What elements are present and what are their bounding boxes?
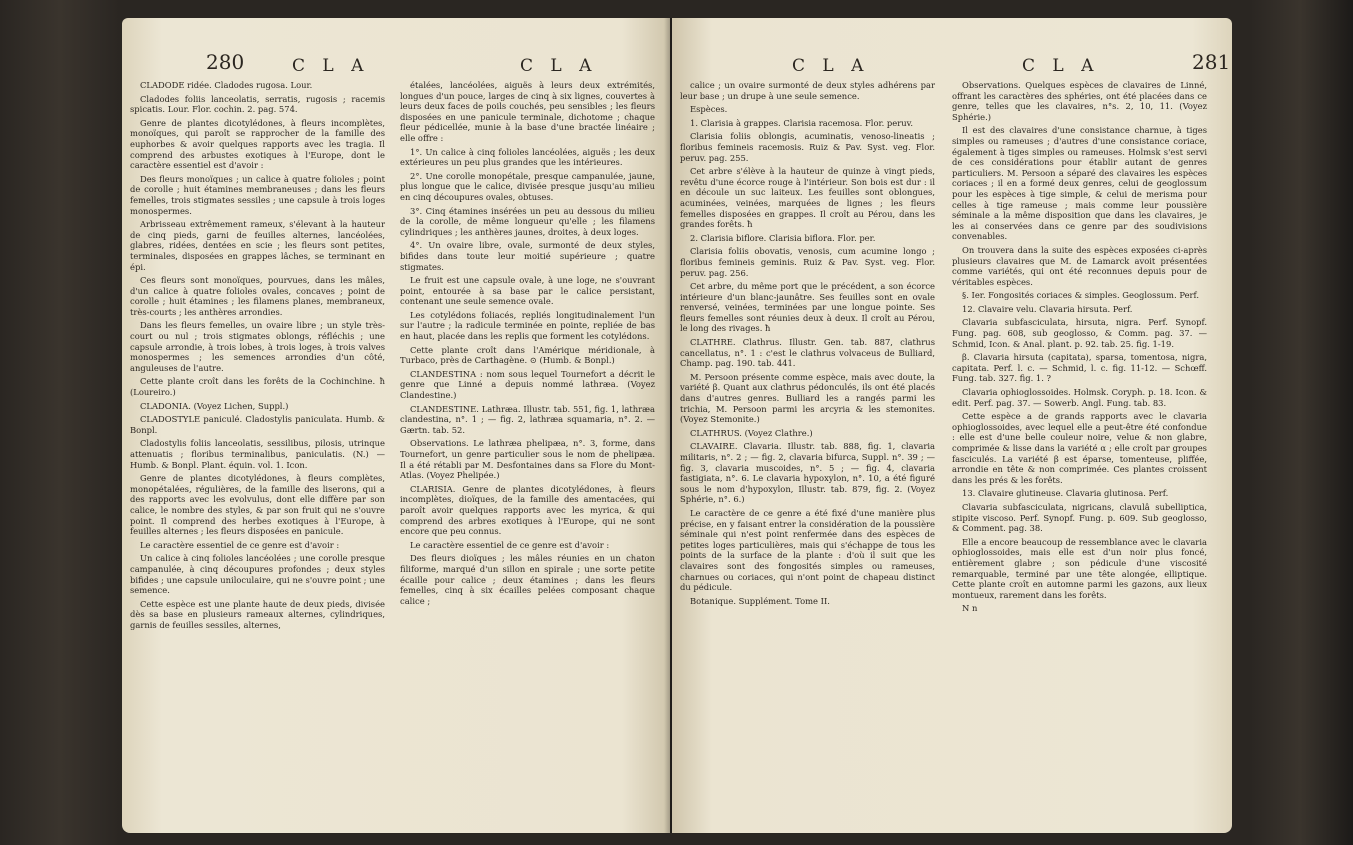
paragraph: Arbrisseau extrêmement rameux, s'élevant à la hauteur de cinq pieds, garni de feuilles alternes, lancéolées, glabres, ridées, dentées en scie ; les fleurs sont petites, terminales, disposées en grappes lâches, se terminant en épi. (130, 219, 385, 272)
paragraph: Botanique. Supplément. Tome II. (690, 595, 830, 606)
paragraph: 2°. Une corolle monopétale, presque campanulée, jaune, plus longue que le calice, divisée presque jusqu'au milieu en cinq découpures ovales, obtuses. (400, 170, 655, 202)
paragraph: CLARISIA. Genre de plantes dicotylédones, à fleurs incomplètes, dioïques, de la famille des amentacées, qui paroît avoir quelques rapports avec les myrica, & qui comprend des arbres exotiques à l'Europe, qui ne sont encore que peu connus. (400, 483, 655, 537)
paragraph: Clavaria subfasciculata, nigricans, clavulâ subelliptica, stipite viscoso. Perf. Synopf. Fung. p. 609. Sub geoglosso, & Comment. pag. 38. (952, 501, 1207, 534)
paragraph: CLANDESTINE. Lathræa. Illustr. tab. 551, fig. 1, lathræa clandestina, n°. 1 ; — fig. 2, lathræa squamaria, n°. 2. — Gærtn. tab. 52. (400, 403, 655, 435)
paragraph: Clarisia foliis oblongis, acuminatis, venoso-lineatis ; floribus femineis racemosis. Ruiz & Pav. Syst. veg. Flor. peruv. pag. 255. (680, 131, 935, 163)
left-column-2 (400, 80, 655, 609)
paragraph: Le fruit est une capsule ovale, à une loge, ne s'ouvrant point, entourée à sa base par le calice persistant, contenant une seule semence ovale. (400, 275, 655, 307)
paragraph: Clarisia foliis obovatis, venosis, cum acumine longo ; floribus femineis geminis. Ruiz & Pav. Syst. veg. Flor. peruv. pag. 256. (680, 246, 935, 278)
paragraph: calice ; un ovaire surmonté de deux styles adhérens par leur base ; un drupe à une seule semence. (680, 80, 935, 101)
right-column-1 (680, 80, 935, 609)
paragraph: 4°. Un ovaire libre, ovale, surmonté de deux styles, bifides dans toute leur moitié supérieure ; quatre stigmates. (400, 240, 655, 272)
paragraph: 13. Clavaire glutineuse. Clavaria glutinosa. Perf. (962, 488, 1169, 499)
paragraph: 12. Clavaire velu. Clavaria hirsuta. Perf. (962, 303, 1133, 314)
paragraph: Un calice à cinq folioles lancéolées ; une corolle presque campanulée, à cinq découpures profondes ; deux styles bifides ; une capsule uniloculaire, qui ne s'ouvre point ; une semence. (130, 553, 385, 596)
paragraph: étalées, lancéolées, aiguës à leurs deux extrémités, longues d'un pouce, larges de cinq à six lignes, couvertes à leurs deux faces de poils couchés, peu sensibles ; les fleurs disposées en une panicule terminale, dichotome ; chaque fleur pédicellée, munie à la base d'une bractée linéaire ; elle offre : (400, 80, 655, 143)
running-head-right-2: C L A (1022, 56, 1100, 76)
paragraph: Cette espèce a de grands rapports avec le clavaria ophioglossoides, avec lequel elle a peut-être été confondue : elle est d'une belle couleur noire, velue & non glabre, comprimée & lisse dans la variété α ; elle croît par groupes fasciculés. La variété β est éparse, tomenteuse, pliffée, arrondie en tête & non comprimée. Ces plantes croissent dans les prés & les forêts. (952, 411, 1207, 485)
paragraph: Cet arbre s'élève à la hauteur de quinze à vingt pieds, revêtu d'une écorce rouge à l'intérieur. Son bois est dur : il en découle un suc laiteux. Les feuilles sont oblongues, acuminées, veinées, marquées de lignes ; les fleurs femelles disposées en grappes. Il croît au Pérou, dans les grandes forêts. ħ (680, 166, 935, 230)
paragraph: Des fleurs monoïques ; un calice à quatre folioles ; point de corolle ; huit étamines membraneuses ; dans les fleurs femelles, trois stigmates sessiles ; une capsule à trois loges monospermes. (130, 173, 385, 216)
paragraph: Genre de plantes dicotylédones, à fleurs complètes, monopétalées, régulières, de la famille des liserons, qui a des rapports avec les evolvulus, dont elle diffère par son calice, le nombre des styles, & par son fruit qui ne s'ouvre point. Il comprend des herbes exotiques à l'Europe, à feuilles alternes ; les fleurs disposées en panicule. (130, 473, 385, 537)
paragraph: Elle a encore beaucoup de ressemblance avec le clavaria ophioglossoides, mais elle est d'un noir plus foncé, entièrement glabre ; son pédicule d'une viscosité remarquable, terminé par une tête alongée, elliptique. Cette plante croît en automne parmi les gazons, aux lieux montueux, rarement dans les forêts. (952, 536, 1207, 600)
paragraph: Les cotylédons foliacés, repliés longitudinalement l'un sur l'autre ; la radicule terminée en pointe, repliée de bas en haut, placée dans les replis que forment les cotylédons. (400, 309, 655, 342)
paragraph: Ces fleurs sont monoïques, pourvues, dans les mâles, d'un calice à quatre folioles ovales, concaves ; point de corolle ; huit étamines ; les filamens planes, membraneux, très-courts ; les anthères arrondies. (130, 275, 385, 317)
running-head-right: C L A (792, 56, 870, 76)
paragraph: Observations. Le lathræa phelipæa, n°. 3, forme, dans Tournefort, un genre particulier sous le nom de phelipæa. Il a été rétabli par M. Desfontaines dans sa Flore du Mont-Atlas. (Voyez Phelipée.) (400, 438, 655, 481)
paragraph: Clavaria subfasciculata, hirsuta, nigra. Perf. Synopf. Fung. pag. 608, sub geoglosso, & Comm. pag. 37. — Schmid, Icon. & Anal. plant. p. 92. tab. 25. fig. 1-19. (952, 317, 1207, 349)
paragraph: Observations. Quelques espèces de clavaires de Linné, offrant les caractères des sphéries, ont été placées dans ce genre, telles que les clavaires, n°s. 2, 10, 11. (Voyez Sphérie.) (952, 80, 1207, 122)
paragraph: Genre de plantes dicotylédones, à fleurs incomplètes, monoïques, qui paroît se rapprocher de la famille des euphorbes & avoir quelques rapports avec les tragia. Il comprend des arbustes exotiques à l'Europe, dont le caractère essentiel est d'avoir : (130, 117, 385, 171)
paragraph: CLADONIA. (Voyez Lichen, Suppl.) (140, 400, 289, 411)
left-column-1 (130, 80, 385, 634)
running-head-left-2: C L A (520, 56, 598, 76)
paragraph: Des fleurs dioïques ; les mâles réunies en un chaton filiforme, marqué d'un sillon en spirale ; une sorte petite écaille pour calice ; deux étamines ; dans les fleurs femelles, cinq à six écailles pelées composant chaque calice ; (400, 553, 655, 606)
paragraph: Le caractère de ce genre a été fixé d'une manière plus précise, en y faisant entrer la considération de la poussière séminale qui n'est point renfermée dans des espèces de petites loges particulières, mais qui s'échappe de tous les points de la surface de la plante : d'où il suit que les clavaires sont des fongosités simples ou rameuses, charnues ou coriaces, qui n'ont point de chapeau distinct du pédicule. (680, 507, 935, 593)
paragraph: CLATHRE. Clathrus. Illustr. Gen. tab. 887, clathrus cancellatus, n°. 1 : c'est le clathrus volvaceus de Bulliard, Champ. pag. 190. tab. 441. (680, 337, 935, 369)
paragraph: On trouvera dans la suite des espèces exposées ci-après plusieurs clavaires que M. de Lamarck avoit présentées comme variétés, qui ont été reconnues depuis pour de véritables espèces. (952, 244, 1207, 287)
right-column-2 (952, 80, 1207, 617)
paragraph: Il est des clavaires d'une consistance charnue, à tiges simples ou rameuses ; d'autres d'une consistance coriace, également à tiges simples ou rameuses. Holmsk s'est servi de ces considérations pour établir autant de genres particuliers. M. Persoon a séparé des clavaires les espèces coriaces ; il en a formé deux genres, celui de geoglossum pour les espèces à tige simple, & celui de merisma pour celles à tige rameuse ; mais comme leur poussière séminale a la même disposition que dans les clavaires, je les ai conservées dans ce genre par des soudivisions convenables. (952, 125, 1207, 242)
page-number-right: 281 (1192, 50, 1231, 74)
page-number-left: 280 (206, 50, 245, 74)
paragraph: 2. Clarisia biflore. Clarisia biflora. Flor. per. (690, 232, 876, 243)
paragraph: Cette espèce est une plante haute de deux pieds, divisée dès sa base en plusieurs rameaux alternes, cylindriques, garnis de feuilles sessiles, alternes, (130, 598, 385, 630)
paragraph: 1. Clarisia à grappes. Clarisia racemosa. Flor. peruv. (690, 117, 914, 128)
paragraph: Cladodes foliis lanceolatis, serratis, rugosis ; racemis spicatis. Lour. Flor. cochin. 2. pag. 574. (130, 93, 385, 115)
paragraph: Dans les fleurs femelles, un ovaire libre ; un style très-court ou nul ; trois stigmates oblongs, réfléchis ; une capsule arrondie, à trois lobes, à trois loges, à trois valves monospermes ; les semences arrondies d'un côté, anguleuses de l'autre. (130, 320, 385, 373)
paragraph: CLADOSTYLE paniculé. Cladostylis paniculata. Humb. & Bonpl. (130, 414, 385, 435)
paragraph: Le caractère essentiel de ce genre est d'avoir : (410, 539, 610, 550)
paragraph: Cet arbre, du même port que le précédent, a son écorce intérieure d'un blanc-jaunâtre. Ses feuilles sont en ovale renversé, veinées, terminées par une longue pointe. Ses fleurs femelles sont réunies deux à deux. Il croît au Pérou, le long des rivages. ħ (680, 281, 935, 334)
paragraph: CLADODE ridée. Cladodes rugosa. Lour. (140, 80, 313, 90)
paragraph: Cette plante croît dans l'Amérique méridionale, à Turbaco, près de Carthagène. ⊙ (Humb. & Bonpl.) (400, 344, 655, 366)
paragraph: Cladostylis foliis lanceolatis, sessilibus, pilosis, utrinque attenuatis ; floribus terminalibus, paniculatis. (N.) — Humb. & Bonpl. Plant. équin. vol. 1. Icon. (130, 438, 385, 470)
paragraph: Le caractère essentiel de ce genre est d'avoir : (140, 539, 340, 550)
paragraph: M. Persoon présente comme espèce, mais avec doute, la variété β. Quant aux clathrus pédonculés, ils ont été placés dans d'autres genres. Bulliard les a rangés parmi les trichia, M. Persoon parmi les arcyria & les stemonites. (Voyez Stemonite.) (680, 371, 935, 425)
paragraph: N n (962, 603, 978, 614)
paragraph: CLANDESTINA : nom sous lequel Tournefort a décrit le genre que Linné a depuis nommé lathræa. (Voyez Clandestine.) (400, 368, 655, 401)
paragraph: Espèces. (690, 104, 728, 115)
paragraph: CLATHRUS. (Voyez Clathre.) (690, 427, 813, 438)
paragraph: 3°. Cinq étamines insérées un peu au dessous du milieu de la corolle, de même longueur qu'elle ; les filamens cylindriques ; les anthères jaunes, droites, à deux loges. (400, 205, 655, 237)
paragraph: §. Ier. Fongosités coriaces & simples. Geoglossum. Perf. (962, 290, 1200, 301)
paragraph: Cette plante croît dans les forêts de la Cochinchine. ħ (Loureiro.) (130, 376, 385, 398)
paragraph: 1°. Un calice à cinq folioles lancéolées, aiguës ; les deux extérieures un peu plus grandes que les intérieures. (400, 146, 655, 168)
paragraph: CLAVAIRE. Clavaria. Illustr. tab. 888, fig. 1, clavaria militaris, n°. 2 ; — fig. 2, clavaria bifurca, Suppl. n°. 39 ; — fig. 3, clavaria muscoides, n°. 5 ; — fig. 4, clavaria fastigiata, n°. 6. Le clavaria hypoxylon, n°. 10, a été figuré sous le nom d'hypoxylon, Illustr. tab. 879, fig. 2. (Voyez Sphérie, n°. 6.) (680, 441, 935, 505)
running-head-left: C L A (292, 56, 370, 76)
paragraph: Clavaria ophioglossoides. Holmsk. Coryph. p. 18. Icon. & edit. Perf. pag. 37. — Sowerb. Angl. Fung. tab. 83. (952, 387, 1207, 408)
right-page (672, 18, 1232, 833)
left-page (122, 18, 670, 833)
paragraph: β. Clavaria hirsuta (capitata), sparsa, tomentosa, nigra, capitata. Perf. l. c. — Schmid, l. c. fig. 11-12. — Schœff. Fung. tab. 327. fig. 1. ? (952, 352, 1207, 384)
